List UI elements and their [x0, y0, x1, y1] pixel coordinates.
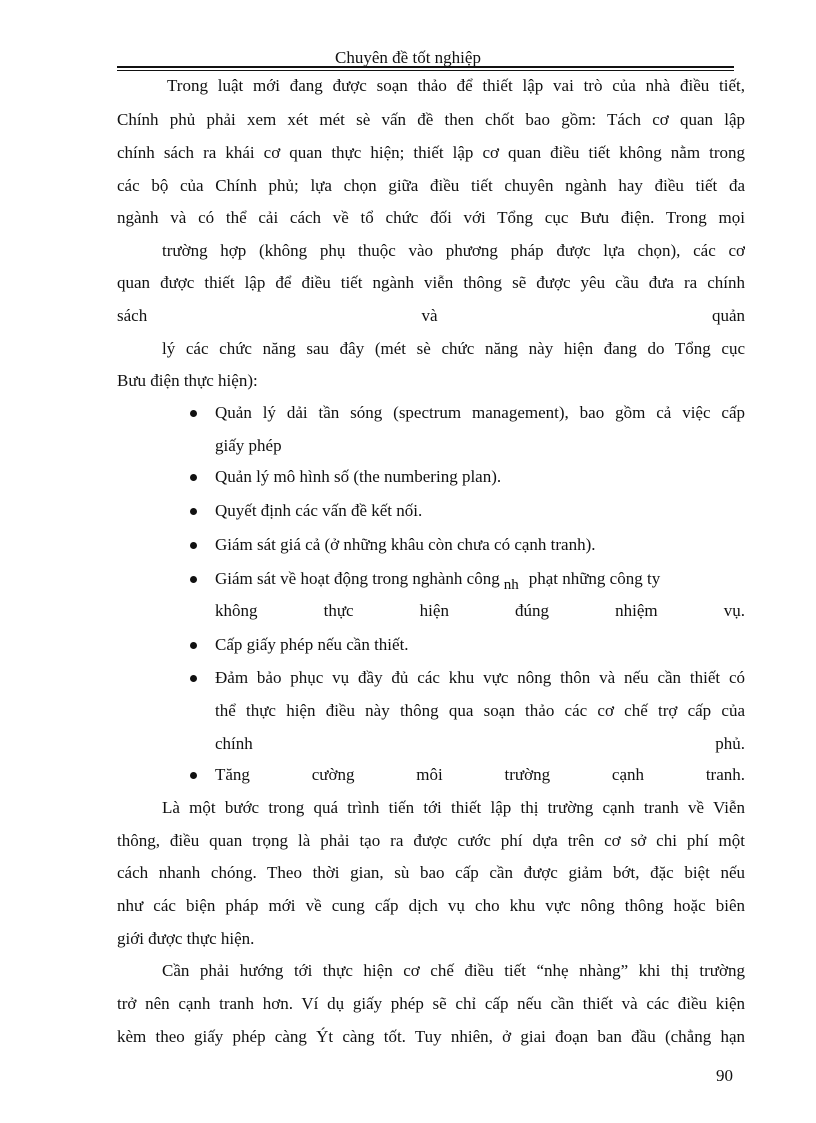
subscript-fragment: nh — [503, 577, 519, 593]
paragraph-line: chính sách ra khái cơ quan thực hiện; thiết lập cơ quan điều tiết không nằm trong — [117, 143, 745, 162]
list-item: Cấp giấy phép nếu cần thiết. — [215, 635, 409, 654]
bullet-icon — [190, 410, 197, 417]
bullet-icon — [190, 474, 197, 481]
bullet-icon — [190, 772, 197, 779]
paragraph-line: sách và quản — [117, 306, 745, 325]
list-item-continuation: chính phủ. — [215, 734, 745, 753]
paragraph-line: các bộ của Chính phủ; lựa chọn giữa điều tiết chuyên ngành hay điều tiết đa — [117, 176, 745, 195]
header-rule — [117, 66, 734, 68]
bullet-icon — [190, 576, 197, 583]
paragraph-line: ngành và có thể cải cách về tổ chức đối với Tổng cục Bưu điện. Trong mọi — [117, 208, 745, 227]
bullet-icon — [190, 642, 197, 649]
paragraph-line: trường hợp (không phụ thuộc vào phương pháp được lựa chọn), các cơ — [162, 241, 745, 260]
page-number: 90 — [716, 1066, 733, 1085]
list-item: Quyết định các vấn đề kết nối. — [215, 501, 423, 520]
paragraph-line: Trong luật mới đang được soạn thảo để thiết lập vai trò của nhà điều tiết, — [167, 76, 745, 95]
paragraph-line: Bưu điện thực hiện): — [117, 371, 258, 390]
paragraph-line: Cần phải hướng tới thực hiện cơ chế điều tiết “nhẹ nhàng” khi thị trường — [162, 961, 745, 980]
paragraph-line: quan được thiết lập để điều tiết ngành viễn thông sẽ được yêu cầu đưa ra chính — [117, 273, 745, 292]
paragraph-line: như các biện pháp mới về cung cấp dịch vụ cho khu vực nông thông hoặc biên — [117, 896, 745, 915]
paragraph-line: thông, điều quan trọng là phải tạo ra được cước phí dựa trên cơ sở chi phí một — [117, 831, 745, 850]
list-item: Quản lý mô hình số (the numbering plan). — [215, 467, 502, 486]
list-item-text: phạt những công ty — [528, 569, 661, 588]
paragraph-line: trở nên cạnh tranh hơn. Ví dụ giấy phép sẽ chỉ cấp nếu cần thiết và các điều kiện — [117, 994, 745, 1013]
paragraph-line: giới được thực hiện. — [117, 929, 255, 948]
list-item-text: Giám sát về hoạt động trong nghành công — [215, 569, 500, 588]
header-title: Chuyên đề tốt nghiệp — [335, 48, 481, 67]
bullet-icon — [190, 675, 197, 682]
paragraph-line: Chính phủ phải xem xét mét sè vấn đề then chốt bao gồm: Tách cơ quan lập — [117, 110, 745, 129]
bullet-icon — [190, 508, 197, 515]
bullet-icon — [190, 542, 197, 549]
header-rule-thin — [117, 70, 734, 71]
list-item — [215, 569, 745, 593]
list-item: Đảm bảo phục vụ đầy đủ các khu vực nông thôn và nếu cần thiết có — [215, 668, 745, 687]
list-item: Tăng cường môi trường cạnh tranh. — [215, 765, 745, 784]
paragraph-line: Là một bước trong quá trình tiến tới thiết lập thị trường cạnh tranh về Viễn — [162, 798, 745, 817]
list-item-continuation: không thực hiện đúng nhiệm vụ. — [215, 601, 745, 620]
paragraph-line: cách nhanh chóng. Theo thời gian, sù bao cấp cần được giảm bớt, đặc biệt nếu — [117, 863, 745, 882]
list-item-continuation: thể thực hiện điều này thông qua soạn thảo các cơ chế trợ cấp của — [215, 701, 745, 720]
list-item: Quản lý dải tần sóng (spectrum management), bao gồm cả việc cấp — [215, 403, 745, 422]
paragraph-line: lý các chức năng sau đây (mét sè chức năng này hiện đang do Tổng cục — [162, 339, 745, 358]
paragraph-line: kèm theo giấy phép càng Ýt càng tốt. Tuy nhiên, ở giai đoạn ban đầu (chẳng hạn — [117, 1027, 745, 1046]
list-item: Giám sát giá cả (ở những khâu còn chưa có cạnh tranh). — [215, 535, 596, 554]
list-item-continuation: giấy phép — [215, 436, 282, 455]
